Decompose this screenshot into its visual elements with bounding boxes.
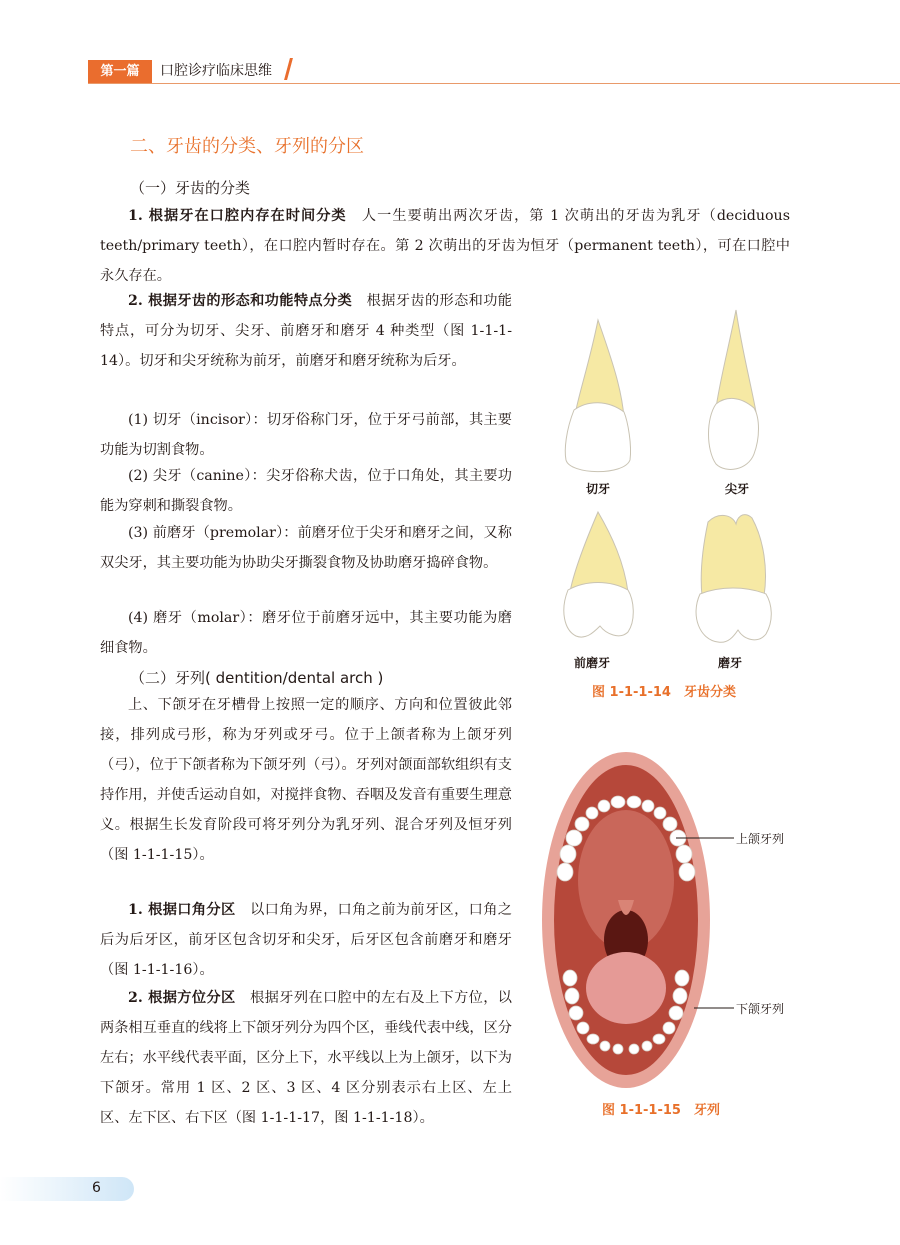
section-title: 二、牙齿的分类、牙列的分区 (130, 136, 364, 157)
label-molar: 磨牙 (718, 656, 743, 670)
paragraph-lead: 2. 根据方位分区 (128, 990, 236, 1006)
paragraph-lead: 1. 根据口角分区 (128, 902, 236, 918)
label-canine: 尖牙 (725, 482, 750, 496)
label-premolar: 前磨牙 (574, 656, 611, 670)
paragraph-text: 人一生要萌出两次牙齿，第 1 次萌出的牙齿为乳牙（deciduous teeth/primary teeth），在口腔内暂时存在。第 2 次萌出的牙齿为恒牙（permanent teeth），可在口腔中永久存在。 (100, 208, 790, 284)
incisor-tooth (565, 320, 630, 472)
list-item-premolar: (3) 前磨牙（premolar）：前磨牙位于尖牙和磨牙之间，又称双尖牙，其主要功能为协助尖牙撕裂食物及协助磨牙捣碎食物。 (100, 525, 512, 571)
paragraph-lead: 2. 根据牙齿的形态和功能特点分类 (128, 293, 353, 309)
tongue (586, 952, 666, 1024)
figure-caption-15: 图 1-1-1-15 牙列 (602, 1103, 720, 1118)
premolar-tooth (564, 512, 633, 637)
part-label: 第一篇 (88, 60, 152, 83)
teeth-classification-illustration (540, 300, 800, 660)
label-lower-dentition: 下颌牙列 (736, 1002, 785, 1016)
subsection-title-1: （一）牙齿的分类 (130, 179, 251, 197)
label-leader-lines (676, 830, 736, 1020)
part-title: 口腔诊疗临床思维 (160, 63, 272, 79)
paragraph-dentition: 上、下颌牙在牙槽骨上按照一定的顺序、方向和位置彼此邻接，排列成弓形，称为牙列或牙弓。位于上颌者称为上颌牙列（弓），位于下颌者称为下颌牙列（弓）。牙列对颌面部软组织有支持作用，并使舌运动自如，对搅拌食物、吞咽及发音有重要生理意义。根据生长发育阶段可将牙列分为乳牙列、混合牙列及恒牙列（图 1-1-1-15）。 (100, 697, 512, 863)
label-incisor: 切牙 (586, 482, 611, 496)
paragraph-lead: 1. 根据牙在口腔内存在时间分类 (128, 208, 347, 224)
list-item-canine: (2) 尖牙（canine）：尖牙俗称犬齿，位于口角处，其主要功能为穿刺和撕裂食物。 (100, 468, 512, 514)
label-upper-dentition: 上颌牙列 (736, 832, 785, 846)
header-slash (284, 58, 293, 80)
paragraph-text: 以口角为界，口角之前为前牙区，口角之后为后牙区，前牙区包含切牙和尖牙，后牙区包含前磨牙和磨牙（图 1-1-1-16）。 (100, 902, 512, 978)
page-number-tab (0, 1177, 134, 1201)
paragraph-lifetime (100, 201, 790, 291)
paragraph-mouth-corner (100, 895, 512, 985)
molar-tooth (696, 515, 771, 643)
canine-tooth (709, 310, 759, 469)
page-number: 6 (92, 1180, 101, 1196)
subsection-title-2: （二）牙列( dentition/dental arch ) (130, 669, 384, 687)
paragraph-text: 根据牙列在口腔中的左右及上下方位，以两条相互垂直的线将上下颌牙列分为四个区，垂线代表中线，区分左右；水平线代表平面，区分上下，水平线以上为上颌牙，以下为下颌牙。常用 1 区、2 区、3 区、4 区分别表示右上区、左上区、左下区、右下区（图 1-1-1-17，图 1-1-1-18）。 (100, 990, 512, 1126)
list-item-molar: (4) 磨牙（molar）：磨牙位于前磨牙远中，其主要功能为磨细食物。 (100, 610, 512, 656)
header-rule (88, 83, 900, 84)
paragraph-shape (100, 286, 512, 376)
paragraph-text: 根据牙齿的形态和功能特点，可分为切牙、尖牙、前磨牙和磨牙 4 种类型（图 1-1-1-14）。切牙和尖牙统称为前牙，前磨牙和磨牙统称为后牙。 (100, 293, 512, 369)
list-item-incisor: (1) 切牙（incisor）：切牙俗称门牙，位于牙弓前部，其主要功能为切割食物。 (100, 412, 512, 458)
paragraph-orientation (100, 983, 512, 1133)
figure-caption-14: 图 1-1-1-14 牙齿分类 (592, 685, 736, 700)
